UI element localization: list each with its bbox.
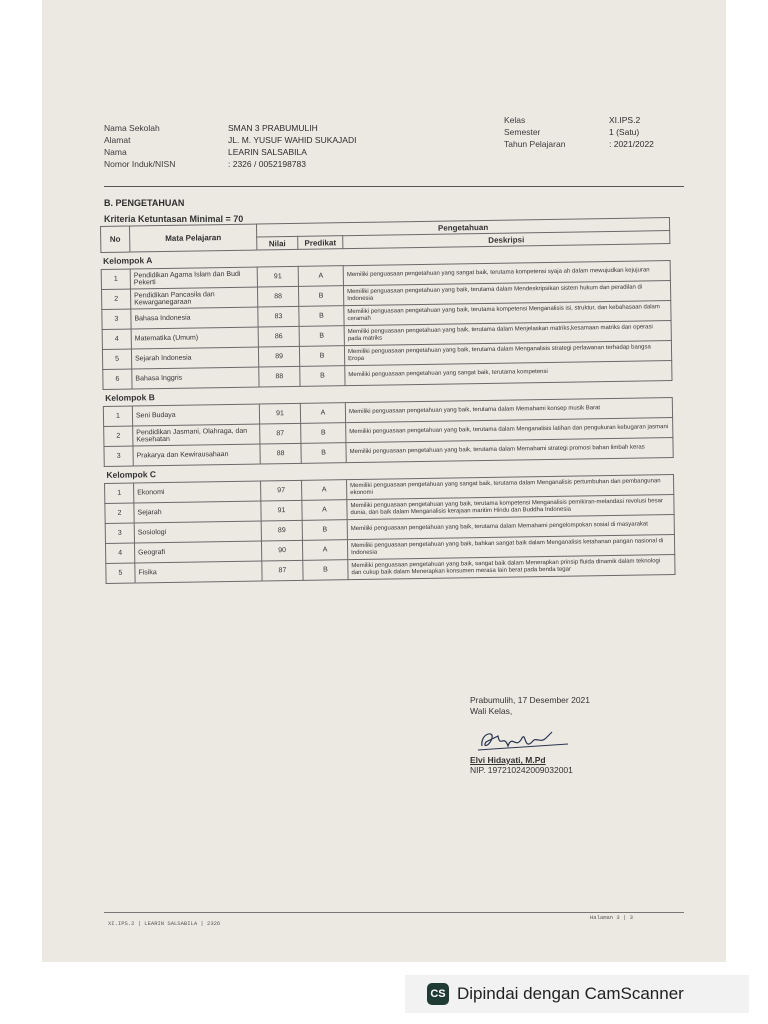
info-value: LEARIN SALSABILA xyxy=(228,147,307,157)
cell-subject: Sejarah Indonesia xyxy=(131,347,258,369)
teacher-name: Elvi Hidayati, M.Pd xyxy=(470,755,546,765)
cell-no: 1 xyxy=(101,269,130,289)
cell-no: 1 xyxy=(103,406,132,426)
info-value: SMAN 3 PRABUMULIH xyxy=(228,123,318,133)
cell-nilai: 86 xyxy=(258,326,299,347)
grades-table xyxy=(100,217,676,584)
footer-right: Halaman 3 | 3 xyxy=(590,914,633,921)
cell-nilai: 88 xyxy=(259,366,300,387)
header-pengetahuan: Pengetahuan xyxy=(256,218,669,237)
info-label: Nomor Induk/NISN xyxy=(104,159,176,169)
cell-predikat: B xyxy=(299,306,344,327)
cell-predikat: A xyxy=(302,540,347,561)
cell-nilai: 90 xyxy=(261,540,302,561)
cell-nilai: 87 xyxy=(260,423,301,444)
info-label: Nama xyxy=(104,147,127,157)
header-no: No xyxy=(101,226,130,252)
cell-subject: Geografi xyxy=(134,541,261,563)
cell-nilai: 83 xyxy=(258,306,299,327)
cell-subject: Pendidikan Agama Islam dan Budi Pekerti xyxy=(130,267,257,289)
camscanner-watermark xyxy=(405,975,749,1013)
cell-subject: Sejarah xyxy=(134,501,261,523)
cell-description: Memiliki penguasaan pengetahuan yang baik, terutama dalam Memahami pengelompokan sosial di masyarakat xyxy=(347,515,674,540)
cell-description: Memiliki penguasaan pengetahuan yang baik, terutama dalam Mendeskripsikan sistem hukum dan peradilan di Indonesia xyxy=(343,281,670,306)
info-value: 1 (Satu) xyxy=(609,127,640,137)
group-label: Kelompok C xyxy=(104,458,673,484)
teacher-nip: NIP. 197210242009032001 xyxy=(470,765,573,775)
signature-place-date: Prabumulih, 17 Desember 2021 xyxy=(470,695,591,705)
cell-subject: Pendidikan Pancasila dan Kewarganegaraan xyxy=(130,287,257,309)
info-row-semester xyxy=(504,126,654,138)
cell-predikat: B xyxy=(298,286,343,307)
cell-subject: Seni Budaya xyxy=(132,404,259,426)
header-predikat: Predikat xyxy=(298,236,343,250)
footer-left: XI.IPS.2 | LEARIN SALSABILA | 2326 xyxy=(108,920,221,927)
signature-identity xyxy=(470,755,573,775)
cell-nilai: 88 xyxy=(257,286,298,307)
info-row-nisn xyxy=(104,158,356,170)
header-nilai: Nilai xyxy=(257,236,298,250)
cell-description: Memiliki penguasaan pengetahuan yang baik, terutama dalam Memahami strategi promosi bahan limbah keras xyxy=(346,438,673,463)
cell-nilai: 88 xyxy=(260,443,301,464)
cell-predikat: A xyxy=(298,266,343,287)
cell-description: Memiliki penguasaan pengetahuan yang baik, terutama kompetensi Menganalisis isi, struktur, dan kebahasaan dalam ceramah xyxy=(344,301,671,326)
scanned-page xyxy=(42,0,726,962)
cell-no: 4 xyxy=(102,329,131,349)
cell-predikat: A xyxy=(302,480,347,501)
cell-subject: Prakarya dan Kewirausahaan xyxy=(133,444,260,466)
info-value: XI.IPS.2 xyxy=(609,115,641,125)
cell-predikat: A xyxy=(302,500,347,521)
cell-description: Memiliki penguasaan pengetahuan yang baik, sangat baik dalam Menerapkan prinsip fluida dinamik dalam teknologi dan cukup baik dalam Menerapkan konsumen merasa lain berat pada benda tegar xyxy=(348,555,675,580)
info-label: Tahun Pelajaran xyxy=(504,139,566,149)
header-divider xyxy=(104,186,684,187)
cell-no: 6 xyxy=(103,369,132,389)
header-deskripsi: Deskripsi xyxy=(343,231,670,249)
cell-predikat: B xyxy=(302,520,347,541)
cell-no: 3 xyxy=(104,446,133,466)
camscanner-logo-icon: CS xyxy=(427,983,449,1005)
signature-role: Wali Kelas, xyxy=(470,706,513,716)
info-label: Semester xyxy=(504,127,541,137)
cell-nilai: 91 xyxy=(257,266,298,287)
cell-nilai: 87 xyxy=(262,560,303,581)
camscanner-text: Dipindai dengan CamScanner xyxy=(457,984,684,1003)
cell-no: 3 xyxy=(105,523,134,543)
cell-subject: Ekonomi xyxy=(134,481,261,503)
cell-predikat: B xyxy=(300,366,345,387)
info-label: Kelas xyxy=(504,115,526,125)
section-title: B. PENGETAHUAN xyxy=(104,198,185,208)
cell-subject: Bahasa Indonesia xyxy=(131,307,258,329)
info-row-school xyxy=(104,122,356,134)
cell-predikat: B xyxy=(303,560,348,581)
kkm-label: Kriteria Ketuntasan Minimal = 70 xyxy=(104,214,244,224)
cell-predikat: B xyxy=(299,326,344,347)
group-label: Kelompok A xyxy=(101,244,670,270)
cell-description: Memiliki penguasaan pengetahuan yang baik, terutama kompetensi Menganalisis pemikiran-melandasi revolusi besar dunia, dan baik dalam Menganalisis kerajaan maritim Hindu dan Buddha Indonesia xyxy=(347,495,674,520)
cell-description: Memiliki penguasaan pengetahuan yang sangat baik, terutama kompetensi syaja ah dalam mewujudkan kejujuran xyxy=(343,261,670,286)
cell-no: 2 xyxy=(104,426,133,446)
cell-no: 5 xyxy=(102,349,131,369)
cell-no: 1 xyxy=(105,483,134,503)
class-info xyxy=(504,114,654,150)
signature-block xyxy=(470,695,590,717)
cell-nilai: 89 xyxy=(258,346,299,367)
cell-predikat: B xyxy=(299,346,344,367)
info-row-name xyxy=(104,146,356,158)
student-info xyxy=(104,122,356,170)
group-label: Kelompok B xyxy=(103,381,672,407)
cell-description: Memiliki penguasaan pengetahuan yang sangat baik, terutama dalam Menganalisis pertumbuhan dan pembangunan ekonomi xyxy=(347,475,674,500)
cell-no: 2 xyxy=(101,289,130,309)
cell-subject: Matematika (Umum) xyxy=(131,327,258,349)
cell-subject: Pendidikan Jasmani, Olahraga, dan Kesehatan xyxy=(133,424,260,446)
cell-nilai: 97 xyxy=(261,480,302,501)
header-subject: Mata Pelajaran xyxy=(130,224,257,252)
cell-nilai: 89 xyxy=(261,520,302,541)
info-value: : 2326 / 0052198783 xyxy=(228,159,306,169)
cell-description: Memiliki penguasaan pengetahuan yang baik, terutama dalam Memahami konsep musik Barat xyxy=(345,398,672,423)
info-label: Nama Sekolah xyxy=(104,123,160,133)
cell-predikat: B xyxy=(301,423,346,444)
cell-nilai: 91 xyxy=(259,403,300,424)
handwritten-signature xyxy=(476,724,586,756)
cell-subject: Fisika xyxy=(135,561,262,583)
cell-no: 3 xyxy=(102,309,131,329)
cell-predikat: A xyxy=(300,403,345,424)
cell-no: 2 xyxy=(105,503,134,523)
cell-subject: Bahasa Inggris xyxy=(132,367,259,389)
info-row-class xyxy=(504,114,654,126)
cell-description: Memiliki penguasaan pengetahuan yang baik, terutama dalam Menjelaskan matriks,kesamaan matriks dan operasi pada matriks xyxy=(344,321,671,346)
cell-description: Memiliki penguasaan pengetahuan yang sangat baik, terutama kompetensi xyxy=(345,361,672,386)
cell-subject: Sosiologi xyxy=(134,521,261,543)
cell-description: Memiliki penguasaan pengetahuan yang baik, bahkan sangat baik dalam Menganalisis ketahanan pangan nasional di Indonesia xyxy=(347,535,674,560)
info-row-address xyxy=(104,134,356,146)
cell-description: Memiliki penguasaan pengetahuan yang baik, terutama dalam Menganalisis strategi perlawanan terhadap bangsa Eropa xyxy=(344,341,671,366)
info-value: : 2021/2022 xyxy=(609,139,654,149)
info-value: JL. M. YUSUF WAHID SUKAJADI xyxy=(228,135,357,145)
info-label: Alamat xyxy=(104,135,131,145)
cell-description: Memiliki penguasaan pengetahuan yang baik, terutama dalam Menganalisis latihan dan pengukuran kebugaran jasmani xyxy=(346,418,673,443)
cell-no: 4 xyxy=(105,543,134,563)
page-content xyxy=(42,0,726,962)
cell-predikat: B xyxy=(301,443,346,464)
footer-divider xyxy=(104,912,684,913)
cell-no: 5 xyxy=(106,563,135,583)
cell-nilai: 91 xyxy=(261,500,302,521)
info-row-year xyxy=(504,138,654,150)
